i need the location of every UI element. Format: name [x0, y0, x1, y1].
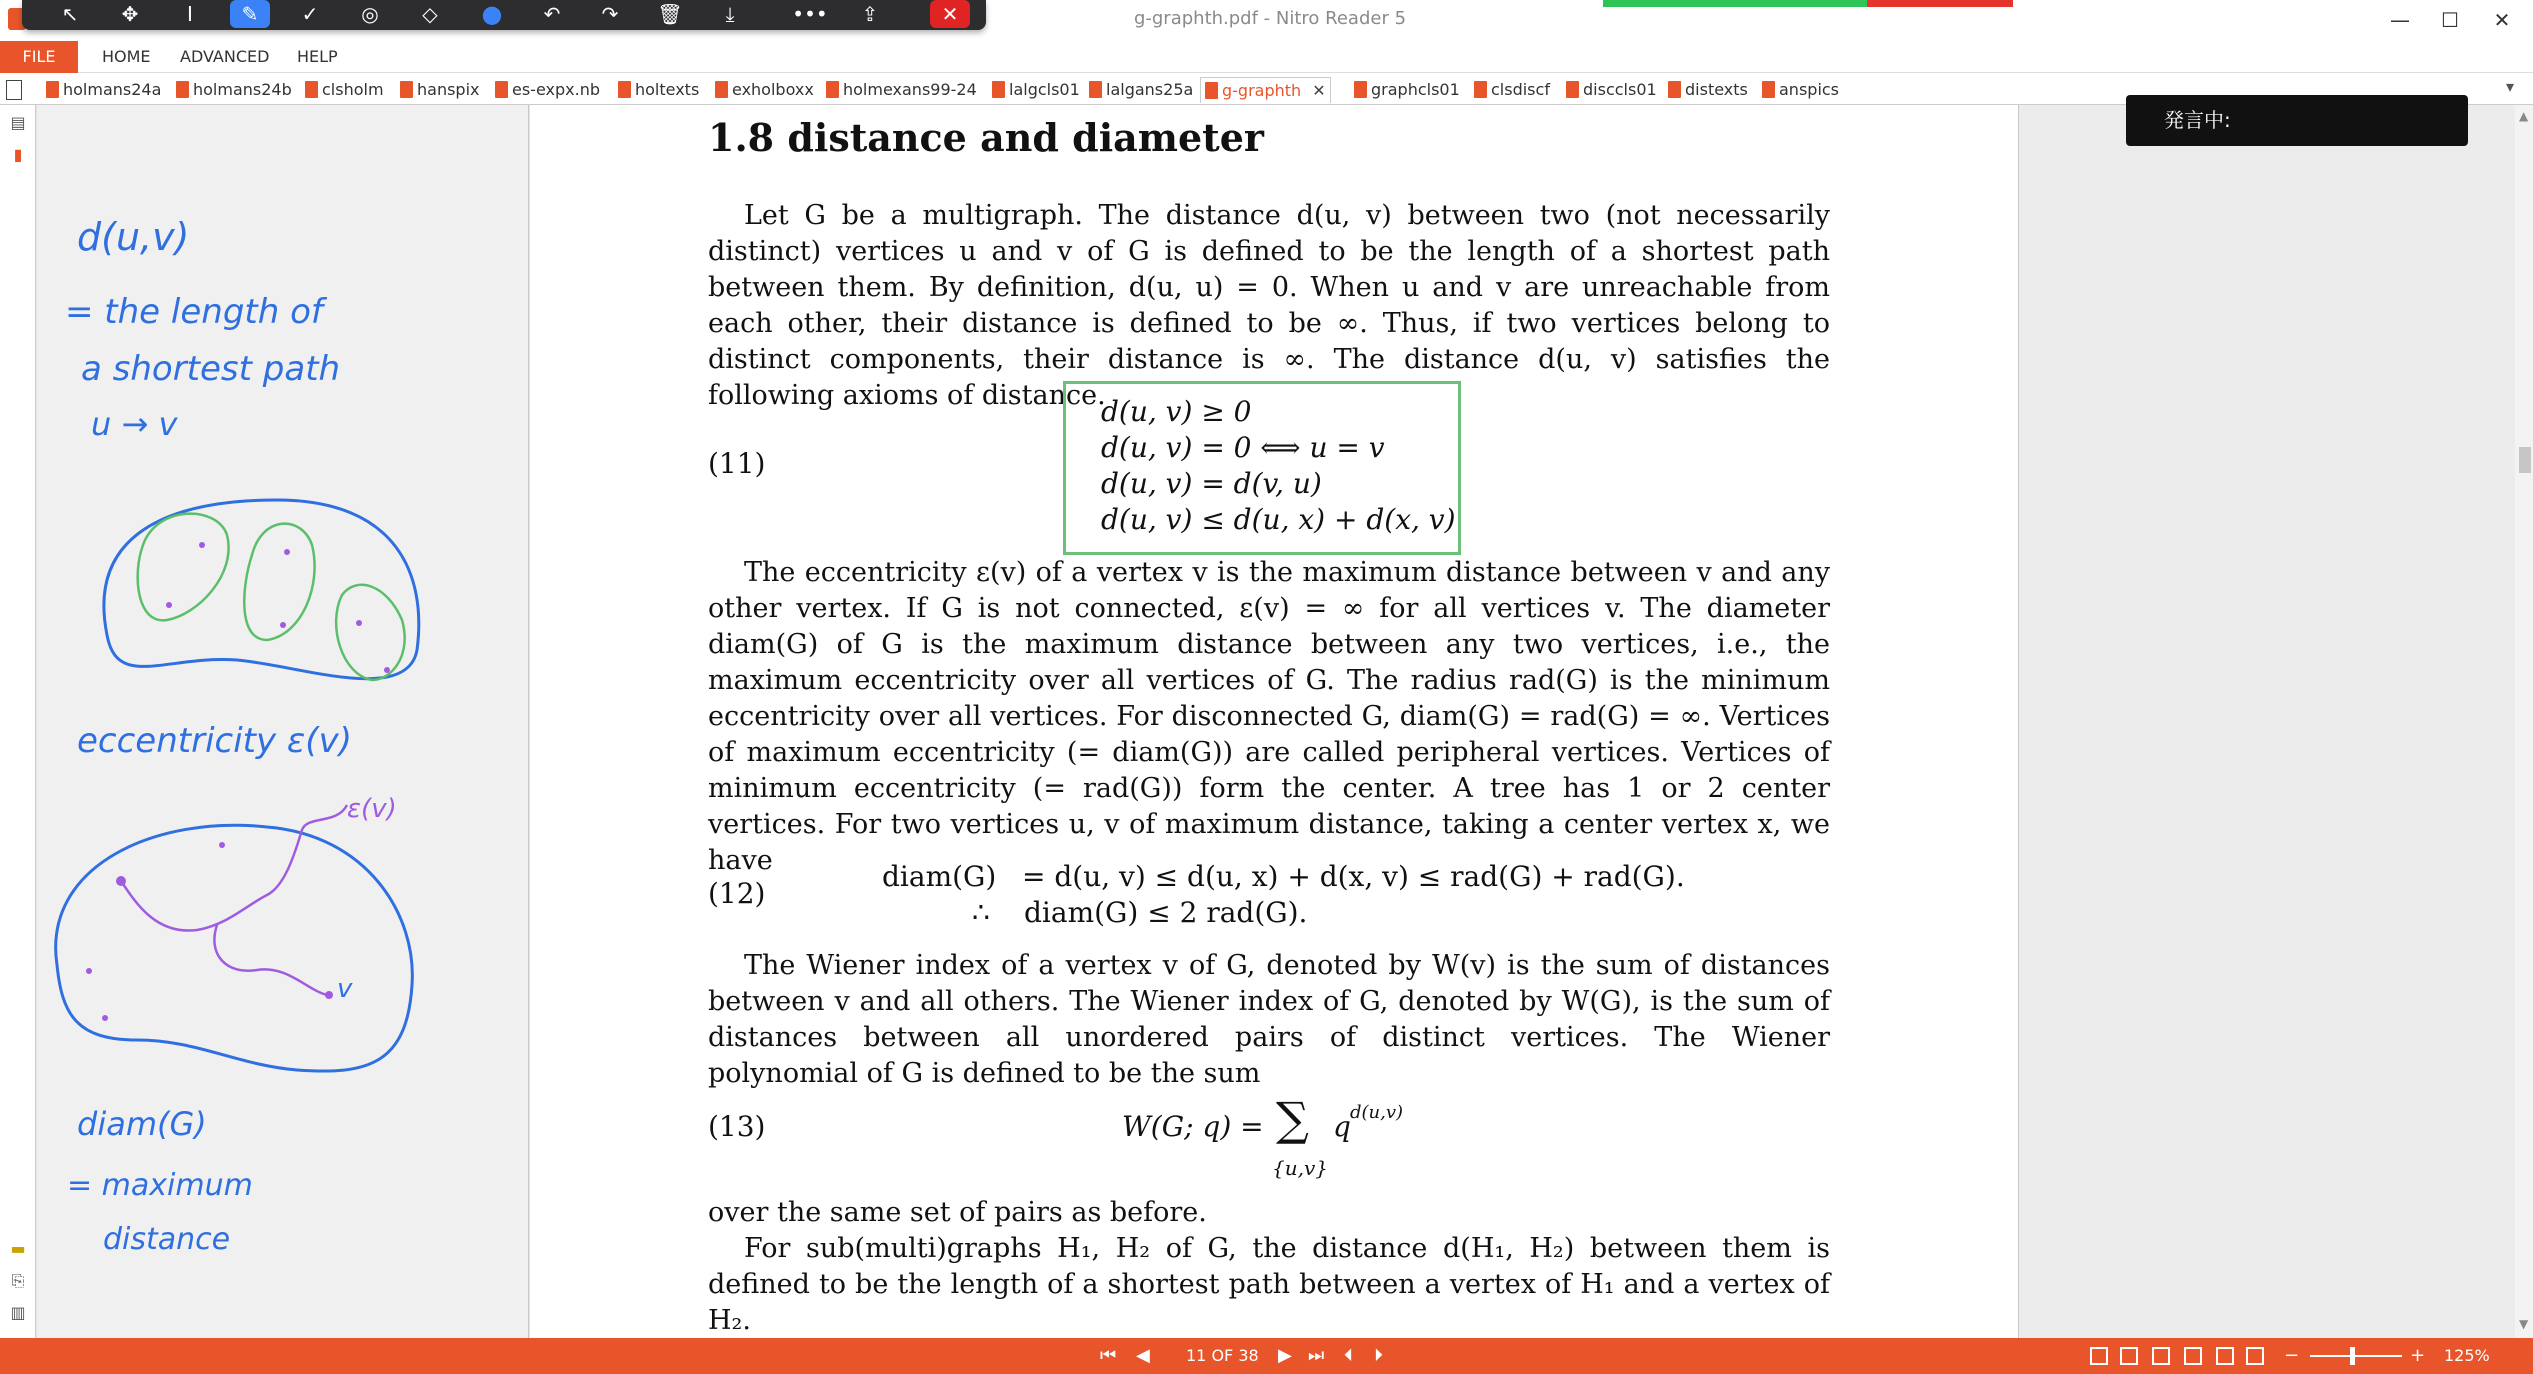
zoom-slider[interactable]	[2310, 1355, 2402, 1357]
close-icon[interactable]: ✕	[930, 0, 970, 28]
note-line: d(u,v)	[77, 215, 190, 259]
minimize-button[interactable]: —	[2390, 8, 2410, 32]
bookmarks-panel-icon[interactable]: ▮	[13, 145, 23, 164]
pen-icon[interactable]: ✎	[230, 0, 270, 28]
component-sketch	[244, 524, 314, 640]
pdf-file-icon	[1566, 81, 1579, 98]
scroll-up-icon[interactable]: ▲	[2519, 109, 2529, 123]
pdf-file-icon	[1354, 81, 1367, 98]
tab-holmexans99-24[interactable]: holmexans99-24	[826, 77, 977, 103]
output-panel-icon[interactable]: ▥	[10, 1303, 26, 1322]
zoom-out-button[interactable]: −	[2284, 1345, 2300, 1366]
dictation-level-green	[1603, 0, 1867, 7]
scroll-thumb[interactable]	[2519, 447, 2531, 473]
page-indicator[interactable]: 11 OF 38	[1186, 1346, 1259, 1365]
menu-bar	[0, 41, 2533, 73]
equation-12-line2: diam(G) ≤ 2 rad(G).	[1024, 896, 1308, 929]
paragraph-distance: Let G be a multigraph. The distance d(u, v) between two (not necessarily distinct) vertices u and v of G is defined to be the length of a shortest path between them. By definition, d(u, u) = 0. When u and v are unreachable from each other, their distance is defined to be ∞. Thus, if two vertices belong to distinct components, their distance is ∞. The distance d(u, v) satisfies the following axioms of distance.	[708, 200, 1830, 411]
tab-anspics[interactable]: anspics	[1762, 77, 1839, 103]
note-line: eccentricity ε(v)	[77, 721, 352, 761]
tab-graphcls01[interactable]: graphcls01	[1354, 77, 1460, 103]
axiom-line: d(u, v) = d(v, u)	[1101, 467, 1322, 500]
pdf-file-icon	[1474, 81, 1487, 98]
back-view-icon[interactable]: ⏴	[1344, 1345, 1353, 1366]
pdf-file-icon	[305, 81, 318, 98]
equation-number: (12)	[708, 877, 766, 910]
note-line: v	[337, 974, 353, 1004]
tab-lalgcls01[interactable]: lalgcls01	[992, 77, 1080, 103]
pdf-file-icon	[176, 81, 189, 98]
zoom-level[interactable]: 125%	[2444, 1346, 2490, 1365]
fit-width-icon[interactable]	[2216, 1347, 2234, 1365]
note-line: = maximum	[67, 1168, 253, 1203]
facing-continuous-view-icon[interactable]	[2184, 1347, 2202, 1365]
dictation-level-red	[1867, 0, 2013, 7]
vertical-scrollbar[interactable]	[2515, 105, 2533, 1338]
equation-13-q: q	[1333, 1110, 1351, 1143]
equation-number: (13)	[708, 1110, 766, 1143]
maximize-button[interactable]: ☐	[2441, 8, 2459, 32]
share-icon[interactable]: ⇪	[861, 2, 879, 26]
pdf-file-icon	[618, 81, 631, 98]
paragraph-continuation: over the same set of pairs as before.	[708, 1197, 1207, 1228]
menu-advanced[interactable]: ADVANCED	[180, 47, 270, 66]
trash-icon[interactable]: 🗑	[657, 2, 683, 26]
equation-13-exponent: d(u,v)	[1350, 1102, 1404, 1123]
tab-clsdiscf[interactable]: clsdiscf	[1474, 77, 1550, 103]
select-arrow-icon[interactable]: ↖	[61, 2, 79, 26]
comments-panel-icon[interactable]: ▬	[10, 1239, 26, 1258]
handwriting-canvas[interactable]	[37, 105, 529, 1338]
tab-distexts[interactable]: distexts	[1668, 77, 1748, 103]
tab-clsholm[interactable]: clsholm	[305, 77, 384, 103]
document-list-icon[interactable]	[6, 80, 22, 100]
window-title: g-graphth.pdf - Nitro Reader 5	[1133, 8, 1407, 29]
tab-holmans24b[interactable]: holmans24b	[176, 77, 292, 103]
last-page-icon[interactable]: ⏭	[1308, 1345, 1325, 1366]
tab-hanspix[interactable]: hanspix	[400, 77, 480, 103]
equation-12-lhs: diam(G)	[882, 860, 997, 893]
graph-outline-sketch	[56, 825, 413, 1071]
redo-icon[interactable]: ↷	[601, 2, 619, 26]
pdf-file-icon	[992, 81, 1005, 98]
color-dot-icon[interactable]: ●	[481, 0, 503, 28]
page-margin	[2018, 105, 2515, 1338]
download-icon[interactable]: ⤓	[725, 2, 735, 26]
tab-holtexts[interactable]: holtexts	[618, 77, 699, 103]
pdf-file-icon	[400, 81, 413, 98]
handwritten-notes-panel[interactable]	[37, 105, 529, 1338]
note-line: = the length of	[65, 292, 323, 332]
equation-13-sum: ∑	[1276, 1092, 1309, 1146]
pdf-file-icon	[715, 81, 728, 98]
zoom-slider-thumb[interactable]	[2350, 1347, 2355, 1365]
continuous-view-icon[interactable]	[2120, 1347, 2138, 1365]
tab-g-graphth[interactable]: g-graphth ✕	[1200, 77, 1331, 103]
equation-number: (11)	[708, 447, 766, 480]
move-icon[interactable]: ✥	[121, 2, 139, 26]
equation-13-lhs: W(G; q) =	[1122, 1110, 1264, 1143]
tab-holmans24a[interactable]: holmans24a	[46, 77, 161, 103]
scroll-down-icon[interactable]: ▼	[2519, 1317, 2529, 1331]
note-line: a shortest path	[81, 349, 341, 389]
equation-12-therefore: ∴	[972, 896, 990, 929]
undo-icon[interactable]: ↶	[543, 2, 561, 26]
equation-12-rhs: = d(u, v) ≤ d(u, x) + d(x, v) ≤ rad(G) + rad(G).	[1022, 860, 1685, 893]
prev-page-icon[interactable]: ◀	[1136, 1345, 1150, 1366]
facing-view-icon[interactable]	[2152, 1347, 2170, 1365]
pdf-file-icon	[1205, 82, 1218, 99]
status-bar	[0, 1338, 2533, 1374]
axiom-line: d(u, v) ≤ d(u, x) + d(x, v)	[1101, 503, 1456, 536]
paragraph-subgraph-distance: For sub(multi)graphs H₁, H₂ of G, the distance d(H₁, H₂) between them is defined to be the length of a shortest path between a vertex of H₁ and a vertex of H₂.	[708, 1233, 1830, 1336]
note-line: ε(v)	[347, 794, 397, 824]
text-cursor-icon[interactable]: I	[187, 2, 193, 26]
note-line: diam(G)	[77, 1105, 207, 1143]
section-heading: 1.8 distance and diameter	[708, 115, 1264, 160]
note-line: distance	[103, 1222, 231, 1257]
more-icon[interactable]: •••	[792, 2, 828, 26]
graph-outline-sketch	[104, 500, 419, 679]
eraser-icon[interactable]: ◇	[422, 2, 438, 26]
pdf-file-icon	[1089, 81, 1102, 98]
pdf-file-icon	[495, 81, 508, 98]
path-sketch	[214, 925, 327, 995]
pages-panel-icon[interactable]: ▤	[10, 113, 26, 132]
tab-close-icon[interactable]: ✕	[1312, 81, 1326, 100]
dictation-popup: 発言中:	[2126, 95, 2468, 146]
attachments-panel-icon[interactable]: ⎘	[11, 1271, 25, 1290]
menu-file[interactable]: FILE	[0, 41, 78, 73]
note-line: u → v	[91, 405, 178, 443]
left-rail	[0, 105, 36, 1338]
component-sketch	[138, 514, 229, 621]
single-page-view-icon[interactable]	[2090, 1347, 2108, 1365]
next-page-icon[interactable]: ▶	[1278, 1345, 1292, 1366]
first-page-icon[interactable]: ⏮	[1100, 1345, 1117, 1366]
tabs-dropdown-icon[interactable]: ▾	[2506, 77, 2515, 96]
check-icon[interactable]: ✓	[301, 2, 319, 26]
menu-help[interactable]: HELP	[297, 47, 338, 66]
zoom-in-button[interactable]: +	[2410, 1345, 2426, 1366]
pen-toolbar	[22, 0, 986, 30]
forward-view-icon[interactable]: ⏵	[1374, 1345, 1383, 1366]
tab-exholboxx[interactable]: exholboxx	[715, 77, 814, 103]
stamp-icon[interactable]: ◎	[361, 2, 379, 26]
pdf-file-icon	[826, 81, 839, 98]
equation-13-subscript: {u,v}	[1272, 1156, 1328, 1180]
axiom-line: d(u, v) ≥ 0	[1101, 395, 1252, 428]
pdf-file-icon	[1762, 81, 1775, 98]
component-sketch	[336, 585, 405, 680]
pdf-file-icon	[1668, 81, 1681, 98]
menu-home[interactable]: HOME	[102, 47, 151, 66]
axiom-line: d(u, v) = 0 ⟺ u = v	[1101, 431, 1385, 464]
tab-es-expx[interactable]: es-expx.nb	[495, 77, 600, 103]
fit-page-icon[interactable]	[2246, 1347, 2264, 1365]
pdf-file-icon	[46, 81, 59, 98]
close-window-button[interactable]: ✕	[2493, 8, 2511, 32]
paragraph-wiener: The Wiener index of a vertex v of G, denoted by W(v) is the sum of distances between v and all others. The Wiener index of G, denoted by W(G), is the sum of distances between all unordered pairs of distinct vertices. The Wiener polynomial of G is defined to be the sum	[708, 950, 1830, 1089]
tab-lalgans25a[interactable]: lalgans25a	[1089, 77, 1193, 103]
tab-disccls01[interactable]: disccls01	[1566, 77, 1657, 103]
paragraph-eccentricity: The eccentricity ε(v) of a vertex v is the maximum distance between v and any other vertex. If G is not connected, ε(v) = ∞ for all vertices v. The diameter diam(G) of G is the maximum distance between any two vertices, i.e., the maximum eccentricity over all vertices of G. The radius rad(G) is the minimum eccentricity over all vertices. For disconnected G, diam(G) = rad(G) = ∞. Vertices of maximum eccentricity (= diam(G)) are called peripheral vertices. Vertices of minimum eccentricity (= rad(G)) form the center. A tree has 1 or 2 center vertices. For two vertices u, v of maximum distance, taking a center vertex x, we have	[708, 557, 1830, 876]
